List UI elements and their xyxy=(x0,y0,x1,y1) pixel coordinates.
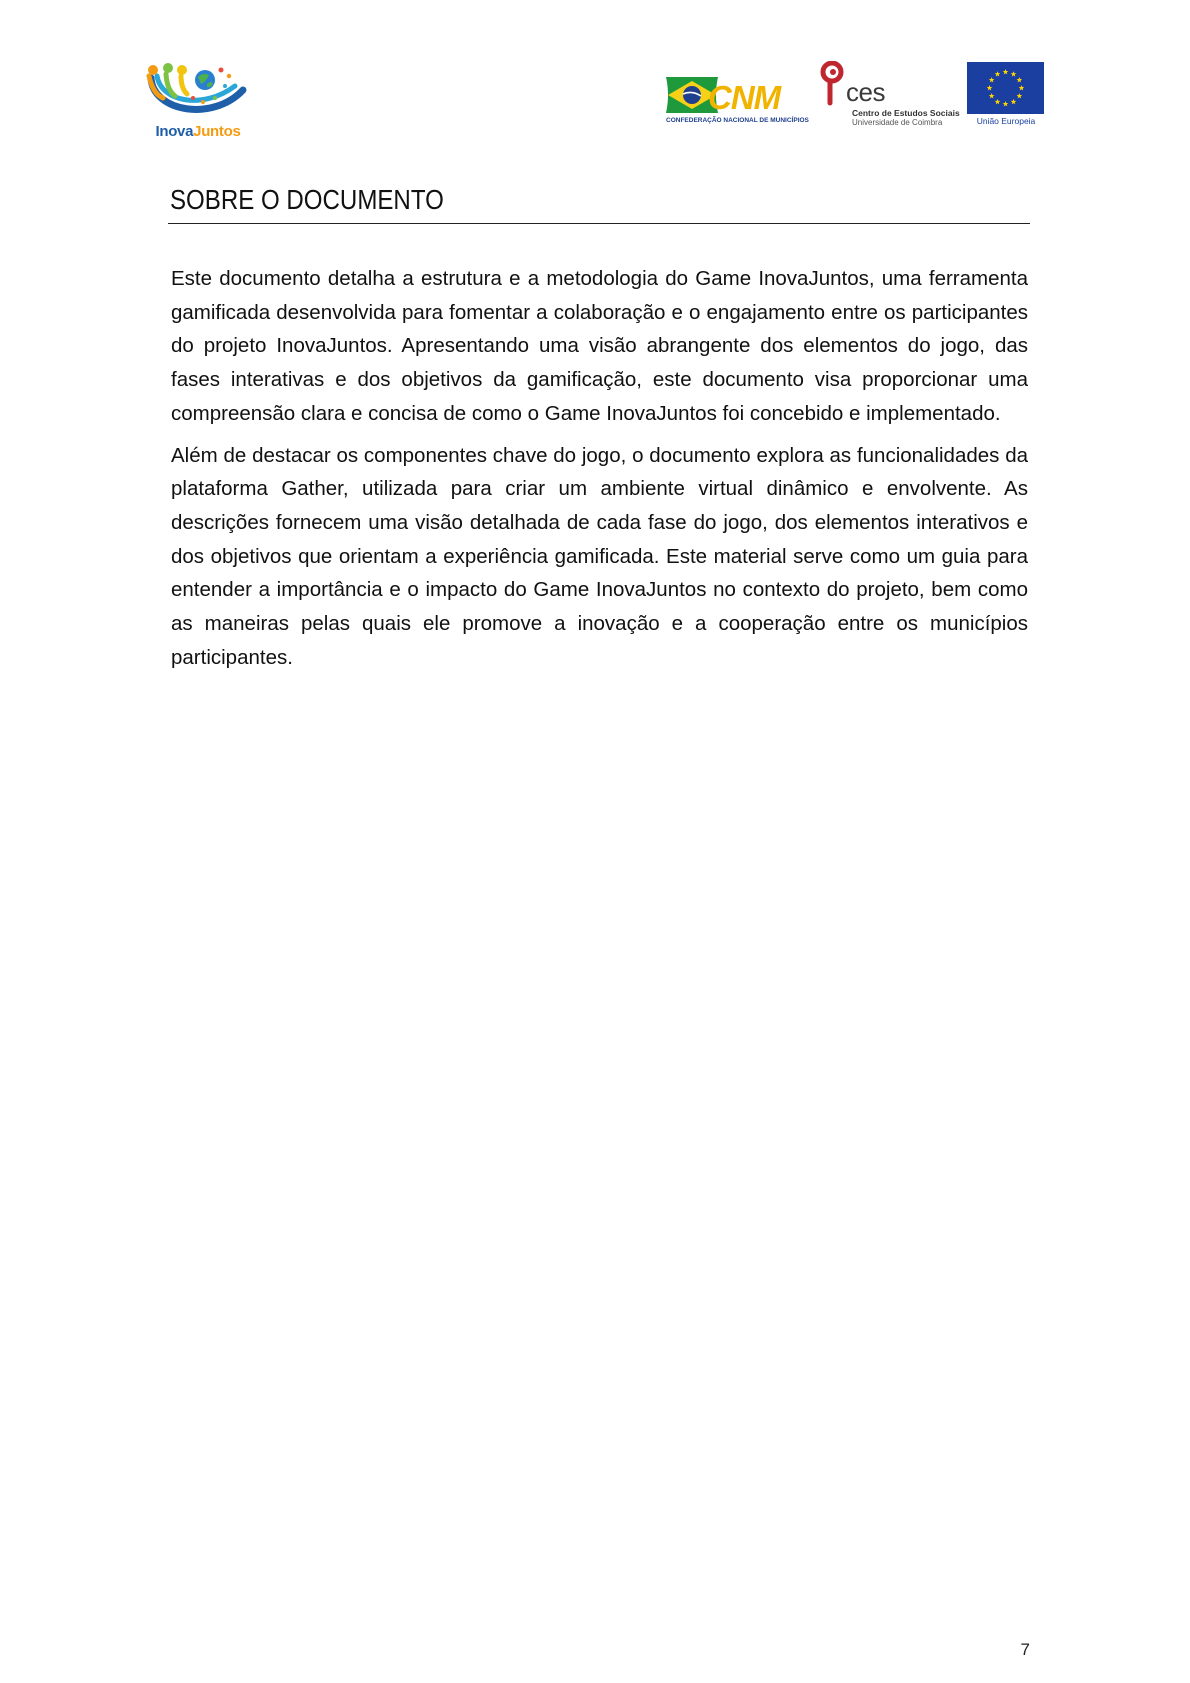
cnm-acronym: CNM xyxy=(708,79,781,116)
eu-star-icon xyxy=(1003,101,1009,106)
title-divider xyxy=(168,223,1030,224)
eu-star-icon xyxy=(1019,85,1025,90)
inovajuntos-word-juntos: Juntos xyxy=(193,123,241,140)
eu-logo xyxy=(966,62,1046,128)
eu-star-icon xyxy=(989,93,995,98)
eu-star-icon xyxy=(1003,69,1009,74)
ces-acronym: ces xyxy=(846,77,885,107)
inovajuntos-wordmark xyxy=(143,123,253,140)
eu-star-icon xyxy=(987,85,993,90)
inovajuntos-logo xyxy=(143,60,253,144)
eu-star-icon xyxy=(1017,77,1023,82)
ces-figure-icon xyxy=(818,61,848,107)
page-number: 7 xyxy=(1020,1640,1030,1659)
eu-star-icon xyxy=(995,71,1001,76)
inovajuntos-word-inova: Inova xyxy=(155,123,194,140)
paragraph: Além de destacar os componentes chave do jogo, o documento explora as funcionalidades da plataforma Gather, utilizada para criar um ambiente virtual dinâmico e envolvente. As descrições fornecem uma visão detalhada de cada fase do jogo, dos elementos interativos e dos objetivos que orientam a experiência gamificada. Este material serve como um guia para entender a importância e o impacto do Game InovaJuntos no contexto do projeto, bem como as maneiras pelas quais ele promove a inovação e a cooperação entre os municípios participantes. xyxy=(171,443,1028,669)
section-body xyxy=(171,262,1028,682)
eu-star-icon xyxy=(995,99,1001,104)
eu-caption: União Europeia xyxy=(976,116,1036,126)
ces-university-name: Universidade de Coimbra xyxy=(852,118,943,127)
people-circle-globe-icon xyxy=(143,60,253,124)
eu-star-icon xyxy=(989,77,995,82)
cnm-logo xyxy=(664,73,809,129)
paragraph: Este documento detalha a estrutura e a metodologia do Game InovaJuntos, uma ferramenta gamificada desenvolvida para fomentar a colaboração e o engajamento entre os participantes do projeto InovaJuntos. Apresentando uma visão abrangente dos elementos do jogo, das fases interativas e dos objetivos da gamificação, este documento visa proporcionar uma compreensão clara e concisa de como o Game InovaJuntos foi concebido e implementado. xyxy=(171,267,1028,425)
eu-star-icon xyxy=(1011,71,1017,76)
eu-flag-icon xyxy=(967,62,1044,114)
eu-star-icon xyxy=(1011,99,1017,104)
eu-star-icon xyxy=(1017,93,1023,98)
cnm-subtitle: CONFEDERAÇÃO NACIONAL DE MUNICÍPIOS xyxy=(666,117,809,124)
ces-institution-name: Centro de Estudos Sociais xyxy=(852,108,960,118)
ces-logo xyxy=(818,61,960,129)
section-title: SOBRE O DOCUMENTO xyxy=(170,184,444,215)
